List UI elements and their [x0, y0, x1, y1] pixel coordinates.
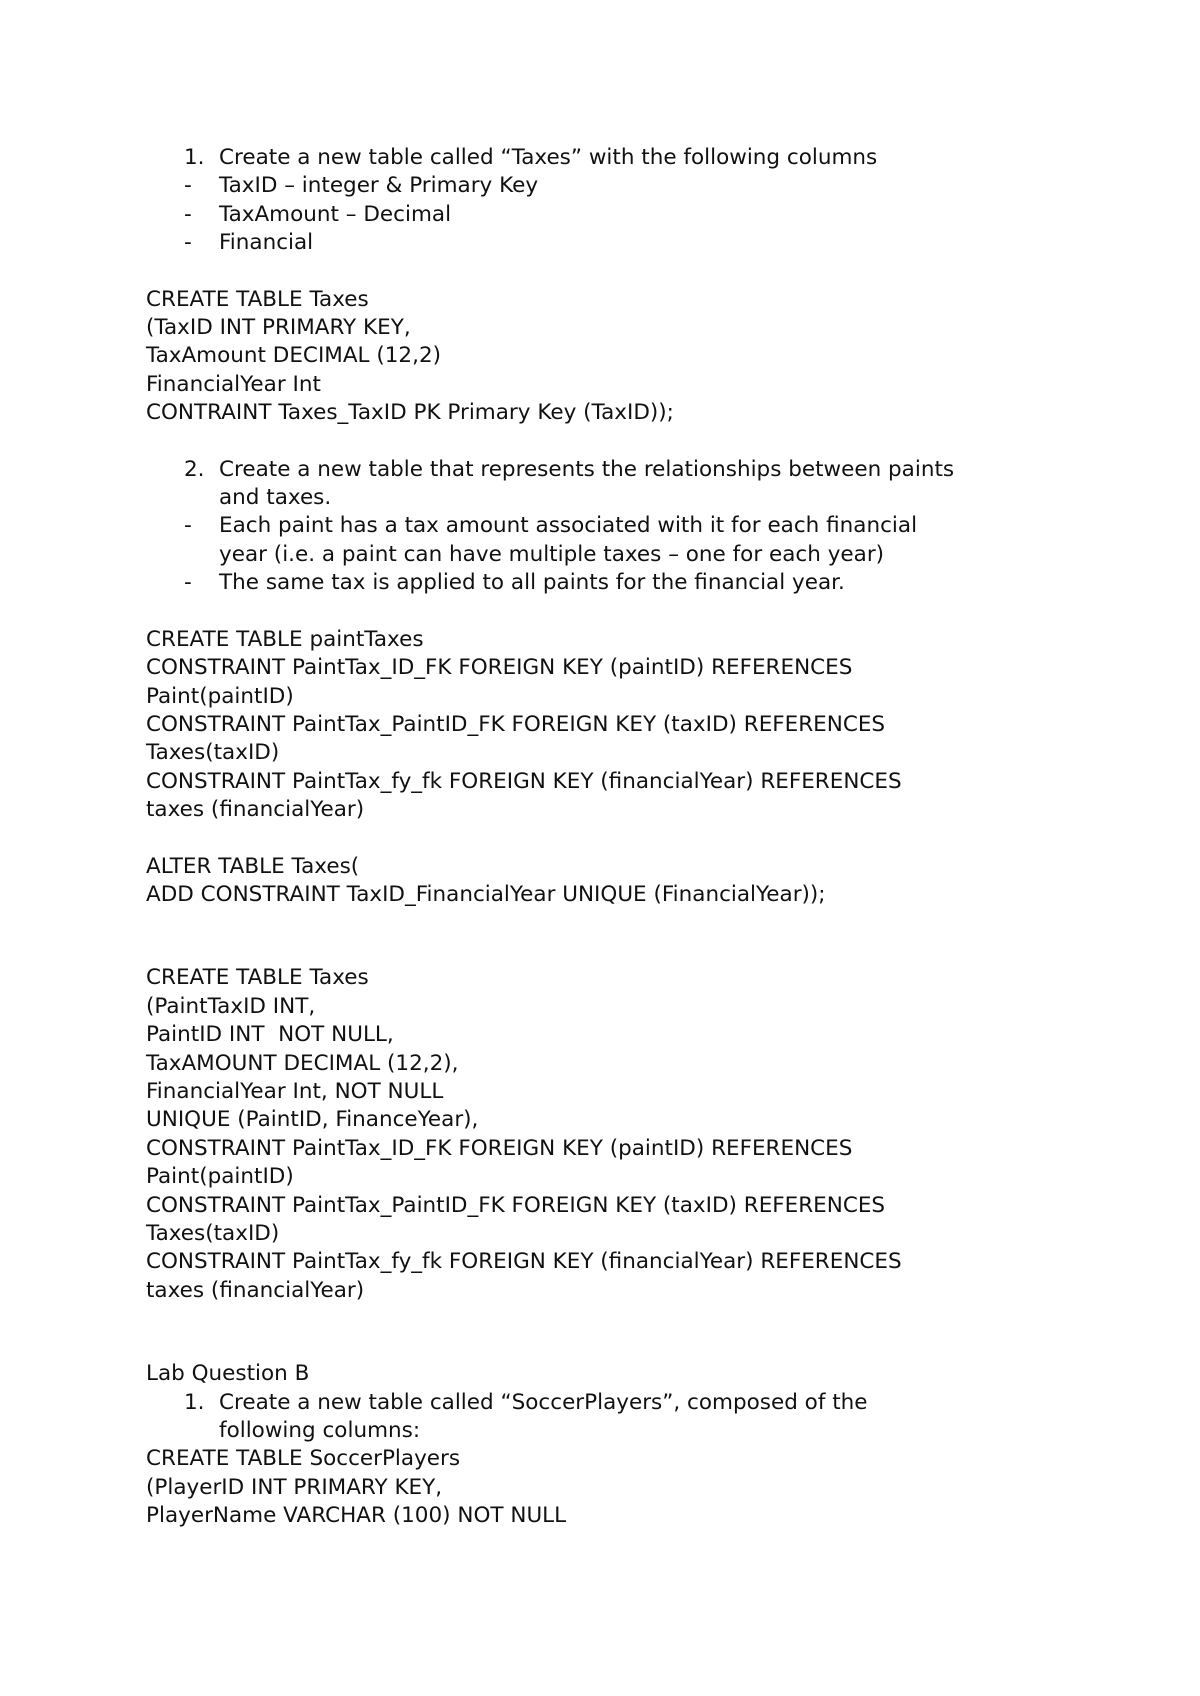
- sql-block-3: [146, 853, 1120, 910]
- code-line: FinancialYear Int, NOT NULL: [146, 1078, 444, 1104]
- code-line: (PlayerID INT PRIMARY KEY,: [146, 1474, 443, 1500]
- bullet-text-line: Each paint has a tax amount associated with it for each financial: [219, 513, 918, 539]
- code-line: (PaintTaxID INT,: [146, 993, 316, 1019]
- code-line: PlayerName VARCHAR (100) NOT NULL: [146, 1503, 567, 1529]
- question-text-line: and taxes.: [219, 485, 332, 511]
- list-number: 1.: [184, 1389, 205, 1415]
- question-text-line: following columns:: [219, 1418, 421, 1444]
- code-line: PaintID INT NOT NULL,: [146, 1022, 394, 1048]
- code-line: CONSTRAINT PaintTax_ID_FK FOREIGN KEY (paintID) REFERENCES: [146, 1135, 853, 1161]
- bullet-item: [146, 569, 1120, 597]
- code-line: (TaxID INT PRIMARY KEY,: [146, 315, 411, 341]
- sql-block-2: [146, 626, 1120, 825]
- code-line: Taxes(taxID): [146, 740, 280, 766]
- bullet-text: Financial: [219, 230, 314, 256]
- bullet-dash: -: [184, 230, 192, 256]
- code-line: CREATE TABLE paintTaxes: [146, 626, 424, 652]
- bullet-item: [146, 229, 1120, 257]
- bullet-item: [146, 512, 1120, 569]
- bullet-item: [146, 201, 1120, 229]
- code-line: CREATE TABLE Taxes: [146, 965, 369, 991]
- code-line: Taxes(taxID): [146, 1221, 280, 1246]
- code-line: taxes (financialYear): [146, 797, 365, 823]
- code-line: TaxAmount DECIMAL (12,2): [146, 343, 442, 369]
- code-line: CONSTRAINT PaintTax_ID_FK FOREIGN KEY (paintID) REFERENCES: [146, 655, 853, 681]
- code-line: CONSTRAINT PaintTax_PaintID_FK FOREIGN KEY (taxID) REFERENCES: [146, 1192, 886, 1218]
- bullet-dash: -: [184, 173, 192, 199]
- code-line: Paint(paintID): [146, 683, 294, 709]
- list-number: 1.: [184, 145, 205, 170]
- sql-block-b: [146, 1445, 1120, 1530]
- code-line: CONSTRAINT PaintTax_fy_fk FOREIGN KEY (financialYear) REFERENCES: [146, 768, 902, 794]
- code-line: ADD CONSTRAINT TaxID_FinancialYear UNIQUE (FinancialYear));: [146, 881, 826, 907]
- code-line: CREATE TABLE Taxes: [146, 286, 369, 312]
- sql-block-1: [146, 286, 1120, 428]
- bullet-dash: -: [184, 201, 192, 227]
- question-b1: [146, 1389, 1120, 1446]
- code-line: CONTRAINT Taxes_TaxID PK Primary Key (TaxID));: [146, 400, 674, 426]
- code-line: Paint(paintID): [146, 1164, 294, 1190]
- code-line: TaxAMOUNT DECIMAL (12,2),: [146, 1050, 459, 1076]
- section-heading: Lab Question B: [146, 1361, 310, 1387]
- question-text-line: Create a new table called “SoccerPlayers”, composed of the: [219, 1389, 868, 1415]
- sql-block-4: [146, 964, 1120, 1305]
- bullet-text: TaxAmount – Decimal: [219, 201, 452, 227]
- code-line: CREATE TABLE SoccerPlayers: [146, 1446, 461, 1472]
- question-text-line: Create a new table that represents the relationships between paints: [219, 456, 955, 482]
- code-line: UNIQUE (PaintID, FinanceYear),: [146, 1107, 479, 1133]
- code-line: FinancialYear Int: [146, 371, 321, 397]
- code-line: CONSTRAINT PaintTax_PaintID_FK FOREIGN KEY (taxID) REFERENCES: [146, 711, 886, 737]
- bullet-text-line: year (i.e. a paint can have multiple taxes – one for each year): [219, 541, 885, 567]
- question-text: Create a new table called “Taxes” with the following columns: [219, 145, 878, 170]
- bullet-text: TaxID – integer & Primary Key: [219, 173, 539, 199]
- code-line: taxes (financialYear): [146, 1277, 365, 1303]
- list-number: 2.: [184, 456, 205, 482]
- code-line: CONSTRAINT PaintTax_fy_fk FOREIGN KEY (financialYear) REFERENCES: [146, 1249, 902, 1275]
- question-2: [146, 456, 1120, 513]
- bullet-dash: -: [184, 513, 192, 539]
- code-line: ALTER TABLE Taxes(: [146, 853, 360, 879]
- bullet-item: [146, 172, 1120, 200]
- question-1: [146, 144, 1120, 172]
- bullet-dash: -: [184, 570, 192, 596]
- bullet-text-line: The same tax is applied to all paints for the financial year.: [219, 570, 845, 596]
